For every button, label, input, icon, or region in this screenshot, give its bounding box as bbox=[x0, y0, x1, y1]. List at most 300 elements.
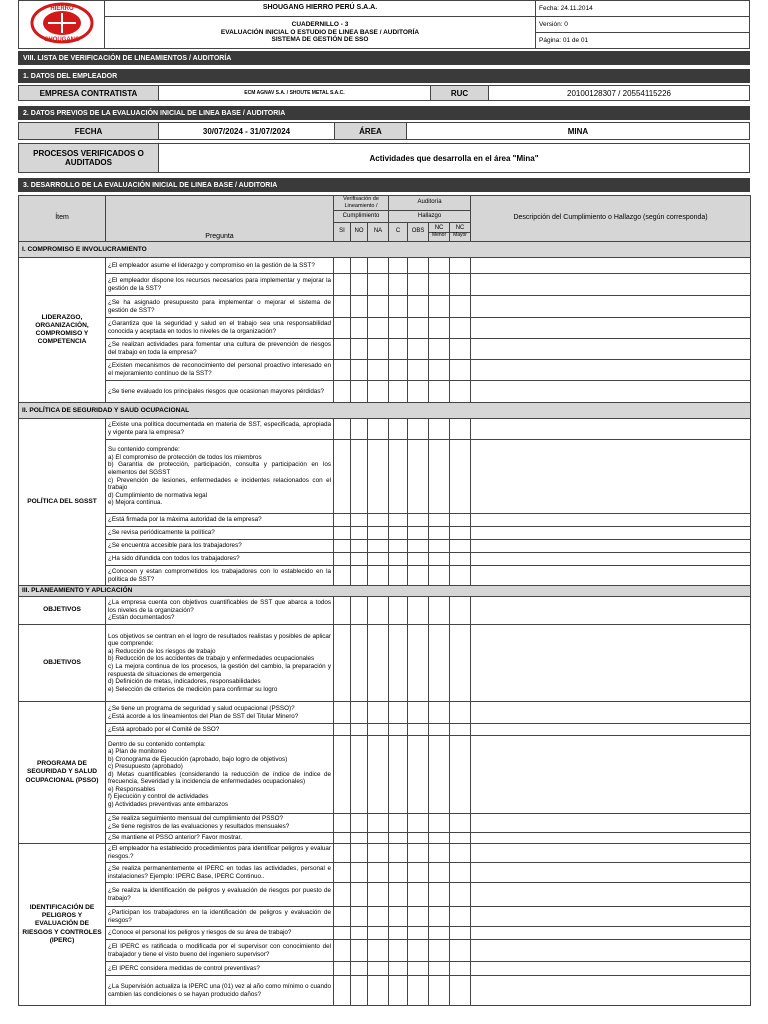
audit-nc-menor-cell[interactable] bbox=[429, 625, 450, 702]
answer-si-cell[interactable] bbox=[334, 318, 351, 339]
answer-na-cell[interactable] bbox=[368, 833, 389, 844]
answer-na-cell[interactable] bbox=[368, 566, 389, 586]
doc-page: Página: 01 de 01 bbox=[536, 33, 750, 49]
audit-nc-mayor-cell[interactable] bbox=[450, 736, 471, 814]
audit-nc-mayor-cell[interactable] bbox=[450, 514, 471, 527]
band-employer: 1. DATOS DEL EMPLEADOR bbox=[18, 69, 750, 83]
description-cell[interactable] bbox=[471, 440, 751, 514]
audit-nc-mayor-cell[interactable] bbox=[450, 814, 471, 833]
question: ¿Existen mecanismos de reconocimiento del personal proactivo interesado en el mejoramiento contínuo de la SST? bbox=[106, 360, 334, 381]
audit-c-cell[interactable] bbox=[389, 296, 408, 318]
answer-si-cell[interactable] bbox=[334, 419, 351, 440]
svg-text:HIERRO: HIERRO bbox=[49, 6, 74, 13]
col-obs: OBS bbox=[408, 223, 429, 242]
question: ¿Se tiene un programa de seguridad y salud ocupacional (PSSO)? ¿Está acorde a los lineamientos del Plan de SST del Titular Minero? bbox=[106, 702, 334, 724]
question: ¿Garantiza que la seguridad y salud en el trabajo sea una responsabilidad conocida y aceptada en todos lo niveles de la organización? bbox=[106, 318, 334, 339]
audit-obs-cell[interactable] bbox=[408, 736, 429, 814]
description-cell[interactable] bbox=[471, 883, 751, 907]
audit-obs-cell[interactable] bbox=[408, 339, 429, 360]
audit-nc-mayor-cell[interactable] bbox=[450, 296, 471, 318]
answer-si-cell[interactable] bbox=[334, 274, 351, 296]
answer-na-cell[interactable] bbox=[368, 527, 389, 540]
answer-na-cell[interactable] bbox=[368, 724, 389, 736]
group-label: PROGRAMA DE SEGURIDAD Y SALUD OCUPACIONAL (PSSO) bbox=[19, 702, 106, 844]
audit-nc-mayor-cell[interactable] bbox=[450, 566, 471, 586]
answer-si-cell[interactable] bbox=[334, 814, 351, 833]
audit-c-cell[interactable] bbox=[389, 360, 408, 381]
audit-c-cell[interactable] bbox=[389, 927, 408, 940]
answer-si-cell[interactable] bbox=[334, 339, 351, 360]
audit-nc-menor-cell[interactable] bbox=[429, 814, 450, 833]
audit-nc-menor-cell[interactable] bbox=[429, 863, 450, 883]
answer-no-cell[interactable] bbox=[351, 976, 368, 1006]
audit-nc-mayor-cell[interactable] bbox=[450, 625, 471, 702]
audit-c-cell[interactable] bbox=[389, 962, 408, 976]
company-name: SHOUGANG HIERRO PERÚ S.A.A. bbox=[105, 1, 536, 17]
audit-c-cell[interactable] bbox=[389, 597, 408, 625]
answer-na-cell[interactable] bbox=[368, 296, 389, 318]
audit-nc-mayor-cell[interactable] bbox=[450, 702, 471, 724]
answer-si-cell[interactable] bbox=[334, 625, 351, 702]
answer-no-cell[interactable] bbox=[351, 625, 368, 702]
audit-nc-menor-cell[interactable] bbox=[429, 274, 450, 296]
answer-na-cell[interactable] bbox=[368, 440, 389, 514]
audit-nc-mayor-cell[interactable] bbox=[450, 540, 471, 553]
audit-c-cell[interactable] bbox=[389, 833, 408, 844]
audit-c-cell[interactable] bbox=[389, 419, 408, 440]
audit-obs-cell[interactable] bbox=[408, 976, 429, 1006]
answer-na-cell[interactable] bbox=[368, 381, 389, 403]
ruc-label: RUC bbox=[431, 86, 489, 101]
audit-obs-cell[interactable] bbox=[408, 440, 429, 514]
audit-c-cell[interactable] bbox=[389, 527, 408, 540]
audit-nc-mayor-cell[interactable] bbox=[450, 863, 471, 883]
question-header: Pregunta bbox=[106, 196, 334, 242]
audit-nc-menor-cell[interactable] bbox=[429, 540, 450, 553]
audit-nc-mayor-cell[interactable] bbox=[450, 339, 471, 360]
answer-na-cell[interactable] bbox=[368, 907, 389, 927]
audit-nc-menor-cell[interactable] bbox=[429, 566, 450, 586]
processes-table bbox=[18, 143, 750, 173]
answer-no-cell[interactable] bbox=[351, 553, 368, 566]
audit-obs-cell[interactable] bbox=[408, 724, 429, 736]
question: ¿El IPERC es ratificada o modificada por el supervisor con conocimiento del trabajador y tiene el visto bueno del ingeniero supervisor? bbox=[106, 940, 334, 962]
audit-c-cell[interactable] bbox=[389, 976, 408, 1006]
answer-no-cell[interactable] bbox=[351, 419, 368, 440]
audit-nc-mayor-cell[interactable] bbox=[450, 318, 471, 339]
audit-nc-mayor-cell[interactable] bbox=[450, 724, 471, 736]
doc-title-block bbox=[105, 17, 536, 49]
answer-no-cell[interactable] bbox=[351, 360, 368, 381]
audit-nc-menor-cell[interactable] bbox=[429, 844, 450, 863]
answer-si-cell[interactable] bbox=[334, 381, 351, 403]
group-label: OBJETIVOS bbox=[19, 597, 106, 625]
answer-no-cell[interactable] bbox=[351, 274, 368, 296]
answer-no-cell[interactable] bbox=[351, 339, 368, 360]
answer-no-cell[interactable] bbox=[351, 258, 368, 274]
answer-no-cell[interactable] bbox=[351, 381, 368, 403]
answer-no-cell[interactable] bbox=[351, 296, 368, 318]
description-cell[interactable] bbox=[471, 339, 751, 360]
question: ¿El empleador asume el liderazgo y compromiso en la gestión de la SST? bbox=[106, 258, 334, 274]
description-cell[interactable] bbox=[471, 814, 751, 833]
audit-nc-mayor-cell[interactable] bbox=[450, 527, 471, 540]
answer-si-cell[interactable] bbox=[334, 527, 351, 540]
question: ¿Conoce el personal los peligros y riesgos de su área de trabajo? bbox=[106, 927, 334, 940]
audit-nc-menor-cell[interactable] bbox=[429, 339, 450, 360]
audit-c-cell[interactable] bbox=[389, 844, 408, 863]
answer-na-cell[interactable] bbox=[368, 625, 389, 702]
description-cell[interactable] bbox=[471, 419, 751, 440]
employer-name: ECM AGNAV S.A. / SHOUTE METAL S.A.C. bbox=[159, 86, 431, 101]
answer-no-cell[interactable] bbox=[351, 907, 368, 927]
answer-si-cell[interactable] bbox=[334, 514, 351, 527]
description-cell[interactable] bbox=[471, 318, 751, 339]
answer-na-cell[interactable] bbox=[368, 736, 389, 814]
col-no: NO bbox=[351, 223, 368, 242]
description-cell[interactable] bbox=[471, 702, 751, 724]
audit-c-cell[interactable] bbox=[389, 702, 408, 724]
audit-obs-cell[interactable] bbox=[408, 318, 429, 339]
audit-nc-mayor-cell[interactable] bbox=[450, 553, 471, 566]
audit-obs-cell[interactable] bbox=[408, 625, 429, 702]
audit-nc-mayor-cell[interactable] bbox=[450, 883, 471, 907]
ruc-value: 20100128307 / 20554115226 bbox=[489, 86, 750, 101]
description-cell[interactable] bbox=[471, 553, 751, 566]
col-si: SI bbox=[334, 223, 351, 242]
description-cell[interactable] bbox=[471, 540, 751, 553]
audit-header: Auditoría bbox=[389, 196, 471, 211]
audit-nc-mayor-cell[interactable] bbox=[450, 907, 471, 927]
audit-nc-menor-cell[interactable] bbox=[429, 318, 450, 339]
audit-c-cell[interactable] bbox=[389, 553, 408, 566]
audit-nc-menor-cell[interactable] bbox=[429, 927, 450, 940]
audit-nc-menor-cell[interactable] bbox=[429, 381, 450, 403]
answer-si-cell[interactable] bbox=[334, 863, 351, 883]
answer-si-cell[interactable] bbox=[334, 360, 351, 381]
answer-si-cell[interactable] bbox=[334, 883, 351, 907]
answer-no-cell[interactable] bbox=[351, 940, 368, 962]
group-label: OBJETIVOS bbox=[19, 625, 106, 702]
answer-na-cell[interactable] bbox=[368, 258, 389, 274]
answer-si-cell[interactable] bbox=[334, 736, 351, 814]
audit-nc-mayor-cell[interactable] bbox=[450, 381, 471, 403]
audit-nc-mayor-cell[interactable] bbox=[450, 419, 471, 440]
audit-nc-menor-cell[interactable] bbox=[429, 514, 450, 527]
section-title: II. POLÍTICA DE SEGURIDAD Y SAUD OCUPACIONAL bbox=[19, 403, 751, 419]
audit-nc-menor-cell[interactable] bbox=[429, 833, 450, 844]
audit-c-cell[interactable] bbox=[389, 566, 408, 586]
audit-obs-cell[interactable] bbox=[408, 833, 429, 844]
answer-no-cell[interactable] bbox=[351, 844, 368, 863]
audit-obs-cell[interactable] bbox=[408, 927, 429, 940]
description-cell[interactable] bbox=[471, 514, 751, 527]
answer-si-cell[interactable] bbox=[334, 566, 351, 586]
section-title: I. COMPROMISO E INVOLUCRAMIENTO bbox=[19, 242, 751, 258]
answer-si-cell[interactable] bbox=[334, 702, 351, 724]
audit-nc-mayor-cell[interactable] bbox=[450, 940, 471, 962]
question: ¿Se mantiene el PSSO anterior? Favor mostrar. bbox=[106, 833, 334, 844]
answer-na-cell[interactable] bbox=[368, 514, 389, 527]
description-cell[interactable] bbox=[471, 274, 751, 296]
answer-no-cell[interactable] bbox=[351, 863, 368, 883]
audit-c-cell[interactable] bbox=[389, 814, 408, 833]
audit-c-cell[interactable] bbox=[389, 883, 408, 907]
audit-c-cell[interactable] bbox=[389, 907, 408, 927]
question: Dentro de su contenido contempla: a) Plan de monitoreo b) Cronograma de Ejecución (aprobado, bajo logro de objetivos) c) Presupuesto (aprobado) d) Metas cuantificables (considerando la reducción de índice de índice de frecuencia, Severidad y la incidencia de enfermedades ocupacionales) e) Responsables f) Ejecución y control de actividades g) Actividades preventivas ante embarazos bbox=[106, 736, 334, 814]
audit-nc-menor-cell[interactable] bbox=[429, 527, 450, 540]
audit-obs-cell[interactable] bbox=[408, 419, 429, 440]
answer-si-cell[interactable] bbox=[334, 724, 351, 736]
question: ¿Ha sido difundida con todos los trabajadores? bbox=[106, 553, 334, 566]
document-header bbox=[18, 0, 750, 49]
answer-na-cell[interactable] bbox=[368, 976, 389, 1006]
answer-si-cell[interactable] bbox=[334, 927, 351, 940]
audit-c-cell[interactable] bbox=[389, 381, 408, 403]
audit-obs-cell[interactable] bbox=[408, 381, 429, 403]
audit-nc-mayor-cell[interactable] bbox=[450, 962, 471, 976]
answer-si-cell[interactable] bbox=[334, 907, 351, 927]
audit-c-cell[interactable] bbox=[389, 514, 408, 527]
audit-nc-menor-cell[interactable] bbox=[429, 883, 450, 907]
audit-obs-cell[interactable] bbox=[408, 540, 429, 553]
description-cell[interactable] bbox=[471, 736, 751, 814]
answer-na-cell[interactable] bbox=[368, 844, 389, 863]
audit-obs-cell[interactable] bbox=[408, 296, 429, 318]
audit-obs-cell[interactable] bbox=[408, 553, 429, 566]
answer-no-cell[interactable] bbox=[351, 318, 368, 339]
audit-nc-menor-cell[interactable] bbox=[429, 553, 450, 566]
question: ¿El empleador dispone los recursos necesarios para implementar y mejorar la gestión de la SST? bbox=[106, 274, 334, 296]
doc-title: EVALUACIÓN INICIAL O ESTUDIO DE LINEA BASE / AUDITORÍA bbox=[220, 28, 420, 36]
description-cell[interactable] bbox=[471, 907, 751, 927]
answer-na-cell[interactable] bbox=[368, 553, 389, 566]
answer-no-cell[interactable] bbox=[351, 440, 368, 514]
doc-version: Versión: 0 bbox=[536, 17, 750, 33]
audit-nc-menor-cell[interactable] bbox=[429, 258, 450, 274]
audit-nc-mayor-cell[interactable] bbox=[450, 360, 471, 381]
question: ¿Se realizan actividades para fomentar una cultura de prevención de riesgos del trabajo en toda la empresa? bbox=[106, 339, 334, 360]
answer-na-cell[interactable] bbox=[368, 419, 389, 440]
col-nc-menor: NC Menor bbox=[429, 223, 450, 242]
audit-obs-cell[interactable] bbox=[408, 566, 429, 586]
description-cell[interactable] bbox=[471, 597, 751, 625]
question: ¿Se realiza la identificación de peligros y evaluación de riesgos por puesto de trabajo? bbox=[106, 883, 334, 907]
band-previous-data: 2. DATOS PREVIOS DE LA EVALUACIÓN INICIAL DE LINEA BASE / AUDITORIA bbox=[18, 106, 750, 120]
question: Su contenido comprende: a) El compromiso de protección de todos los miembros b) Garantía de protección, participación, consulta y participación en los elementos del SGSST c) Prevención de lesiones, enfermedades e incidentes relacionados con el trabajo d) Cumplimiento de normativa legal e) Mejora contínua. bbox=[106, 440, 334, 514]
answer-si-cell[interactable] bbox=[334, 597, 351, 625]
svg-text:SHOUGANG: SHOUGANG bbox=[43, 37, 80, 44]
answer-na-cell[interactable] bbox=[368, 274, 389, 296]
description-cell[interactable] bbox=[471, 296, 751, 318]
answer-no-cell[interactable] bbox=[351, 927, 368, 940]
answer-si-cell[interactable] bbox=[334, 844, 351, 863]
description-cell[interactable] bbox=[471, 566, 751, 586]
description-cell[interactable] bbox=[471, 940, 751, 962]
audit-c-cell[interactable] bbox=[389, 274, 408, 296]
audit-obs-cell[interactable] bbox=[408, 962, 429, 976]
audit-obs-cell[interactable] bbox=[408, 883, 429, 907]
audit-obs-cell[interactable] bbox=[408, 527, 429, 540]
answer-na-cell[interactable] bbox=[368, 962, 389, 976]
answer-na-cell[interactable] bbox=[368, 940, 389, 962]
audit-nc-mayor-cell[interactable] bbox=[450, 833, 471, 844]
verification-header: Verifisación de Lineamiento / bbox=[334, 196, 389, 211]
audit-obs-cell[interactable] bbox=[408, 844, 429, 863]
audit-c-cell[interactable] bbox=[389, 940, 408, 962]
area-label: ÁREA bbox=[335, 123, 407, 140]
description-cell[interactable] bbox=[471, 724, 751, 736]
answer-si-cell[interactable] bbox=[334, 540, 351, 553]
audit-nc-menor-cell[interactable] bbox=[429, 976, 450, 1006]
description-cell[interactable] bbox=[471, 625, 751, 702]
audit-obs-cell[interactable] bbox=[408, 863, 429, 883]
audit-nc-menor-cell[interactable] bbox=[429, 736, 450, 814]
checklist-table bbox=[18, 195, 751, 1006]
audit-c-cell[interactable] bbox=[389, 339, 408, 360]
audit-obs-cell[interactable] bbox=[408, 814, 429, 833]
description-cell[interactable] bbox=[471, 976, 751, 1006]
audit-obs-cell[interactable] bbox=[408, 907, 429, 927]
description-cell[interactable] bbox=[471, 527, 751, 540]
audit-c-cell[interactable] bbox=[389, 736, 408, 814]
answer-na-cell[interactable] bbox=[368, 540, 389, 553]
audit-nc-menor-cell[interactable] bbox=[429, 724, 450, 736]
description-cell[interactable] bbox=[471, 258, 751, 274]
answer-no-cell[interactable] bbox=[351, 597, 368, 625]
description-cell[interactable] bbox=[471, 962, 751, 976]
answer-si-cell[interactable] bbox=[334, 833, 351, 844]
question: ¿La Supervisión actualiza la IPERC una (01) vez al año como mínimo o cuando cambien las condiciones o se hayan producido daños? bbox=[106, 976, 334, 1006]
answer-na-cell[interactable] bbox=[368, 360, 389, 381]
employer-label: EMPRESA CONTRATISTA bbox=[19, 86, 159, 101]
answer-na-cell[interactable] bbox=[368, 597, 389, 625]
answer-no-cell[interactable] bbox=[351, 566, 368, 586]
group-label: LIDERAZGO, ORGANIZACIÓN, COMPROMISO Y COMPETENCIA bbox=[19, 258, 106, 403]
question: ¿Conocen y estan comprometidos los trabajadores con lo establecido en la política de SST? bbox=[106, 566, 334, 586]
description-cell[interactable] bbox=[471, 381, 751, 403]
answer-no-cell[interactable] bbox=[351, 540, 368, 553]
description-header: Descripción del Cumplimiento o Hallazgo (según corresponda) bbox=[471, 196, 751, 242]
answer-no-cell[interactable] bbox=[351, 724, 368, 736]
audit-nc-mayor-cell[interactable] bbox=[450, 440, 471, 514]
answer-si-cell[interactable] bbox=[334, 296, 351, 318]
answer-na-cell[interactable] bbox=[368, 883, 389, 907]
audit-obs-cell[interactable] bbox=[408, 514, 429, 527]
answer-na-cell[interactable] bbox=[368, 814, 389, 833]
audit-nc-menor-cell[interactable] bbox=[429, 702, 450, 724]
date-label: FECHA bbox=[19, 123, 159, 140]
question: Los objetivos se centran en el logro de resultados realistas y posibles de aplicar que comprende: a) Reducción de los riesgos de trabajo b) Reducción de los accidentes de trabajo y enfermedades ocupacionales c) La mejora continua de los procesos, la gestión del cambio, la preparación y respuesta de situaciones de emergencia d) Definición de metas, indicadores, responsabilidades e) Selección de criterios de medición para confirmar su logro bbox=[106, 625, 334, 702]
processes-value: Actividades que desarrolla en el área "Mina" bbox=[159, 144, 750, 173]
audit-nc-menor-cell[interactable] bbox=[429, 296, 450, 318]
answer-si-cell[interactable] bbox=[334, 976, 351, 1006]
date-value: 30/07/2024 - 31/07/2024 bbox=[159, 123, 335, 140]
audit-obs-cell[interactable] bbox=[408, 940, 429, 962]
question: ¿Está firmada por la máxima autoridad de la empresa? bbox=[106, 514, 334, 527]
doc-date: Fecha: 24.11.2014 bbox=[536, 1, 750, 17]
audit-nc-menor-cell[interactable] bbox=[429, 962, 450, 976]
audit-c-cell[interactable] bbox=[389, 440, 408, 514]
finding-header: Hallazgo bbox=[389, 211, 471, 223]
description-cell[interactable] bbox=[471, 844, 751, 863]
audit-obs-cell[interactable] bbox=[408, 702, 429, 724]
audit-c-cell[interactable] bbox=[389, 625, 408, 702]
question: ¿Se tiene evaluado los principales riesgos que ocasionan mayores pérdidas? bbox=[106, 381, 334, 403]
audit-nc-mayor-cell[interactable] bbox=[450, 976, 471, 1006]
audit-c-cell[interactable] bbox=[389, 540, 408, 553]
answer-na-cell[interactable] bbox=[368, 927, 389, 940]
answer-na-cell[interactable] bbox=[368, 318, 389, 339]
audit-nc-menor-cell[interactable] bbox=[429, 440, 450, 514]
audit-nc-mayor-cell[interactable] bbox=[450, 927, 471, 940]
answer-no-cell[interactable] bbox=[351, 962, 368, 976]
audit-nc-menor-cell[interactable] bbox=[429, 907, 450, 927]
audit-nc-mayor-cell[interactable] bbox=[450, 258, 471, 274]
question: ¿Participan los trabajadores en la identificación de peligros y evaluación de riesgos? bbox=[106, 907, 334, 927]
audit-nc-menor-cell[interactable] bbox=[429, 940, 450, 962]
question: ¿Se realiza seguimiento mensual del cumplimiento del PSSO? ¿Se tiene registros de las evaluaciones y resultados mensuales? bbox=[106, 814, 334, 833]
description-cell[interactable] bbox=[471, 927, 751, 940]
question: ¿Se realiza permanentemente el IPERC en todas las actividades, personal e instalaciones? Ejemplo: IPERC Base, IPERC Continuo.. bbox=[106, 863, 334, 883]
answer-no-cell[interactable] bbox=[351, 514, 368, 527]
audit-obs-cell[interactable] bbox=[408, 258, 429, 274]
answer-na-cell[interactable] bbox=[368, 339, 389, 360]
band-checklist: VIII. LISTA DE VERIFICACIÓN DE LINEAMIENTOS / AUDITORÍA bbox=[18, 51, 750, 65]
answer-si-cell[interactable] bbox=[334, 440, 351, 514]
audit-obs-cell[interactable] bbox=[408, 597, 429, 625]
answer-si-cell[interactable] bbox=[334, 258, 351, 274]
audit-nc-mayor-cell[interactable] bbox=[450, 844, 471, 863]
audit-obs-cell[interactable] bbox=[408, 274, 429, 296]
audit-nc-mayor-cell[interactable] bbox=[450, 274, 471, 296]
answer-no-cell[interactable] bbox=[351, 833, 368, 844]
answer-na-cell[interactable] bbox=[368, 863, 389, 883]
answer-no-cell[interactable] bbox=[351, 814, 368, 833]
col-nc-mayor: NC Mayor bbox=[450, 223, 471, 242]
doc-system: SISTEMA DE GESTIÓN DE SSO bbox=[271, 36, 369, 44]
answer-no-cell[interactable] bbox=[351, 527, 368, 540]
audit-obs-cell[interactable] bbox=[408, 360, 429, 381]
question: ¿El empleador ha establecido procedimientos para identificar peligros y evaluar riesgos.? bbox=[106, 844, 334, 863]
description-cell[interactable] bbox=[471, 863, 751, 883]
audit-c-cell[interactable] bbox=[389, 318, 408, 339]
answer-si-cell[interactable] bbox=[334, 962, 351, 976]
audit-nc-menor-cell[interactable] bbox=[429, 360, 450, 381]
answer-no-cell[interactable] bbox=[351, 702, 368, 724]
description-cell[interactable] bbox=[471, 360, 751, 381]
audit-nc-menor-cell[interactable] bbox=[429, 597, 450, 625]
answer-no-cell[interactable] bbox=[351, 736, 368, 814]
audit-c-cell[interactable] bbox=[389, 863, 408, 883]
answer-si-cell[interactable] bbox=[334, 553, 351, 566]
answer-na-cell[interactable] bbox=[368, 702, 389, 724]
band-development: 3. DESARROLLO DE LA EVALUACIÓN INICIAL DE LINEA BASE / AUDITORIA bbox=[18, 178, 750, 192]
company-logo-icon bbox=[30, 2, 94, 44]
col-c: C bbox=[389, 223, 408, 242]
description-cell[interactable] bbox=[471, 833, 751, 844]
audit-nc-menor-cell[interactable] bbox=[429, 419, 450, 440]
answer-si-cell[interactable] bbox=[334, 940, 351, 962]
audit-c-cell[interactable] bbox=[389, 724, 408, 736]
audit-nc-mayor-cell[interactable] bbox=[450, 597, 471, 625]
question: ¿El IPERC considera medidas de control preventivas? bbox=[106, 962, 334, 976]
audit-c-cell[interactable] bbox=[389, 258, 408, 274]
answer-no-cell[interactable] bbox=[351, 883, 368, 907]
question: ¿Existe una política documentada en materia de SST, especificada, apropiada y vigente para la empresa? bbox=[106, 419, 334, 440]
group-label: POLÍTICA DEL SGSST bbox=[19, 419, 106, 586]
compliance-header: Cumplimiento bbox=[334, 211, 389, 223]
